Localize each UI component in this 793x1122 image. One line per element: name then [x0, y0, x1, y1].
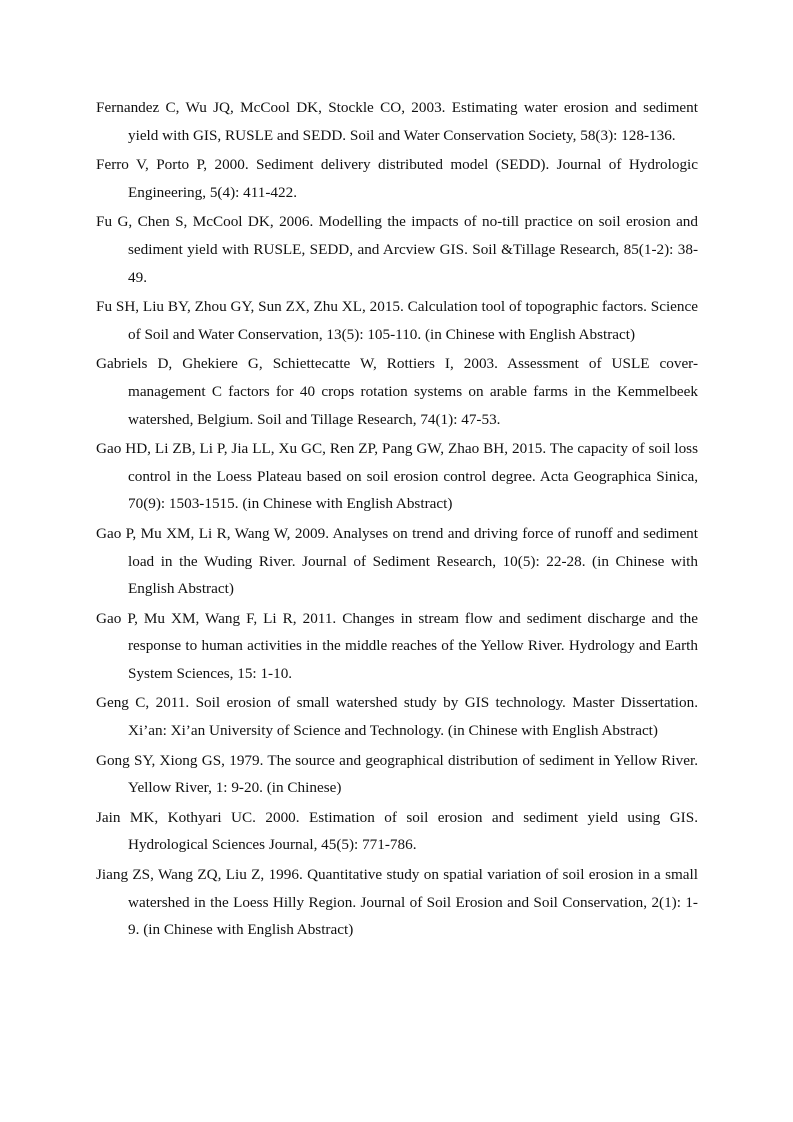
reference-entry: Fu SH, Liu BY, Zhou GY, Sun ZX, Zhu XL, 2015. Calculation tool of topographic factors. Science of Soil and Water Conservation, 13(5): 105-110. (in Chinese with English Abstract)	[96, 298, 698, 343]
reference-entry: Jain MK, Kothyari UC. 2000. Estimation of soil erosion and sediment yield using GIS. Hydrological Sciences Journal, 45(5): 771-786.	[96, 808, 698, 854]
reference-entry: Gao HD, Li ZB, Li P, Jia LL, Xu GC, Ren ZP, Pang GW, Zhao BH, 2015. The capacity of soil loss control in the Loess Plateau based on soil erosion control degree. Acta Geographica Sinica, 70(9): 1503-1515. (in Chinese with English Abstract)	[96, 440, 698, 513]
reference-list	[96, 94, 698, 946]
reference-entry: Jiang ZS, Wang ZQ, Liu Z, 1996. Quantitative study on spatial variation of soil erosion in a small watershed in the Loess Hilly Region. Journal of Soil Erosion and Soil Conservation, 2(1): 1-9. (in Chinese with English Abstract)	[96, 866, 698, 939]
reference-entry: Ferro V, Porto P, 2000. Sediment delivery distributed model (SEDD). Journal of Hydrologic Engineering, 5(4): 411-422.	[96, 156, 698, 201]
reference-entry: Gabriels D, Ghekiere G, Schiettecatte W, Rottiers I, 2003. Assessment of USLE cover-management C factors for 40 crops rotation systems on arable farms in the Kemmelbeek watershed, Belgium. Soil and Tillage Research, 74(1): 47-53.	[96, 355, 698, 428]
reference-entry: Fu G, Chen S, McCool DK, 2006. Modelling the impacts of no-till practice on soil erosion and sediment yield with RUSLE, SEDD, and Arcview GIS. Soil &Tillage Research, 85(1-2): 38-49.	[96, 213, 698, 286]
reference-entry: Gao P, Mu XM, Wang F, Li R, 2011. Changes in stream flow and sediment discharge and the response to human activities in the middle reaches of the Yellow River. Hydrology and Earth System Sciences, 15: 1-10.	[96, 609, 698, 682]
reference-entry: Gao P, Mu XM, Li R, Wang W, 2009. Analyses on trend and driving force of runoff and sediment load in the Wuding River. Journal of Sediment Research, 10(5): 22-28. (in Chinese with English Abstract)	[96, 524, 698, 598]
reference-entry: Geng C, 2011. Soil erosion of small watershed study by GIS technology. Master Dissertation. Xi’an: Xi’an University of Science and Technology. (in Chinese with English Abstract)	[96, 694, 698, 740]
reference-entry: Gong SY, Xiong GS, 1979. The source and geographical distribution of sediment in Yellow River. Yellow River, 1: 9-20. (in Chinese)	[96, 751, 698, 797]
reference-entry: Fernandez C, Wu JQ, McCool DK, Stockle CO, 2003. Estimating water erosion and sediment yield with GIS, RUSLE and SEDD. Soil and Water Conservation Society, 58(3): 128-136.	[96, 99, 698, 144]
